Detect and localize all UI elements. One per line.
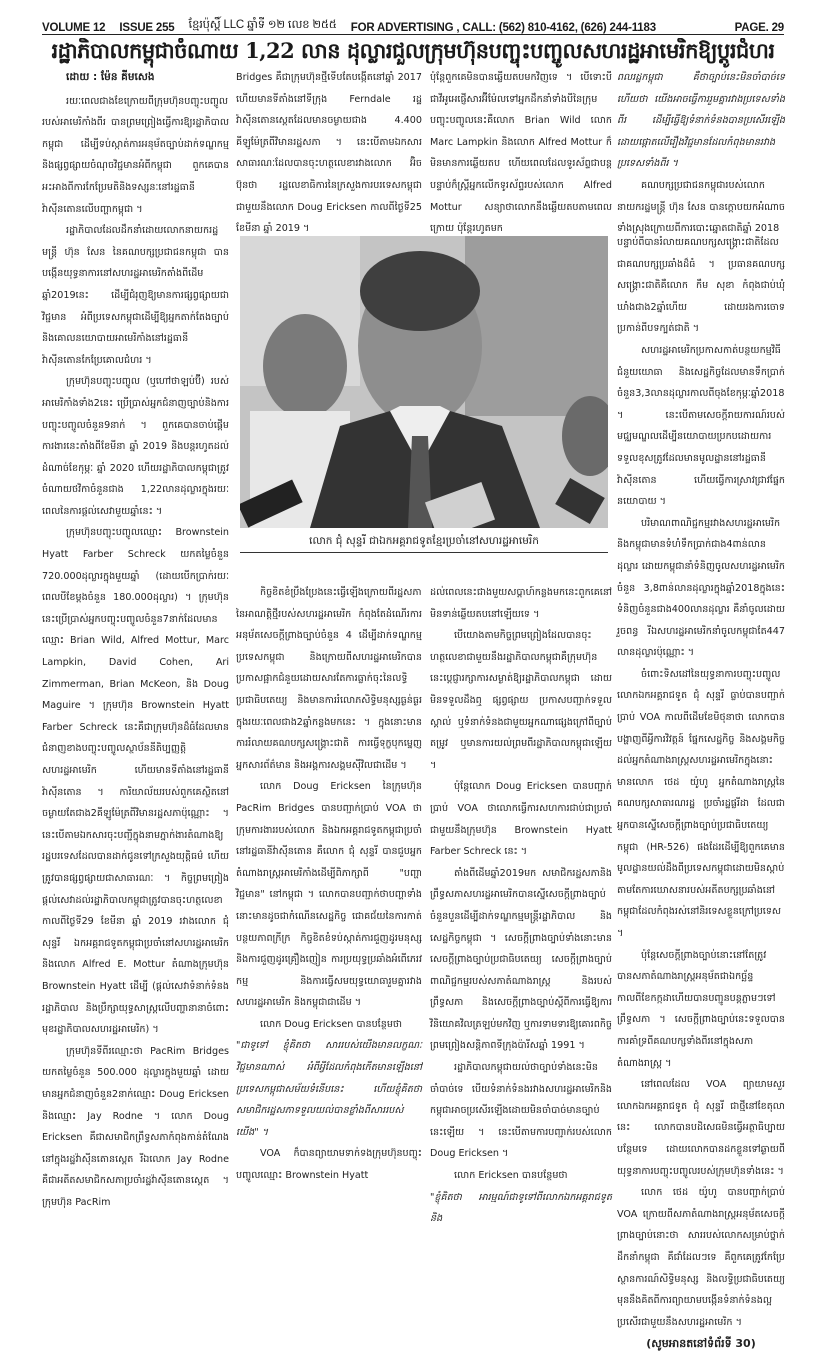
quote-paragraph: "ជាទូទៅ ខ្ញុំគិតថា សាររបស់យើងមានលក្ខណៈវិជ្ជមានណាស់ អំពីអ្វីដែលកំពុងកើតមានឡើងនៅប្រទេសកម្ពុជាសម័យទំនើបនេះ ហើយខ្ញុំគិតថាសមាជិករដ្ឋសភាទទួលយល់បានខ្លាំងពីសាររបស់យើង" ។ [236,1040,422,1138]
publisher-label: ខ្មែរប៉ុស្តិ៍ LLC ឆ្នាំទី ១២ លេខ ២៥៥ [188,19,337,31]
page-number: PAGE. 29 [734,22,784,34]
paragraph: លោក Ericksen បានបន្ថែមថា [454,1170,568,1182]
advertising-contact: FOR ADVERTISING , CALL: (562) 810-4162, (626) 244-1183 [350,22,656,34]
issue-label: ISSUE 255 [119,22,175,34]
paragraph: VOA ក៏បានព្យាយាមទាក់ទងក្រុមហ៊ុនបញ្ចុះបញ្ចូលឈ្មោះ Brownstein Hyatt [236,1148,422,1182]
article-column-2-top [236,67,422,240]
paragraph: Bridges គឺជាក្រុមហ៊ុនថ្មីទើបតែបង្កើតនៅឆ្នាំ 2017 ហើយមានទីតាំងនៅទីក្រុង Ferndale រដ្ឋវ៉ាស៊ីនតោនស្តេតដែលមានចម្ងាយជាង 4.400 គីឡូម៉ែត្រពីវិមានរដ្ឋសភា ។ នេះបើតាមឯកសារសាធារណៈដែលបានចុះហត្ថលេខារវាងលោក អ៊ិច ប៊ុនថា រដ្ឋលេខាធិការនៃក្រសួងការបរទេសកម្ពុជាជាមួយនឹងលោក Doug Ericksen កាលពីថ្ងៃទី25 ខែមីនា ឆ្នាំ 2019 ។ [236,72,422,235]
article-column-4-top [617,67,785,240]
article-column-3-top [430,67,612,240]
article-column-1 [42,67,229,1213]
paragraph: តាំងពីដើមឆ្នាំ2019មក សមាជិករដ្ឋសភានិងព្រឹទ្ធសភាសហរដ្ឋអាមេរិកបានស្នើសេចក្តីព្រាងច្បាប់ចំនួនបួនដើម្បីដាក់ទណ្ឌកម្មមន្ត្រីរដ្ឋាភិបាល និងសេដ្ឋកិច្ចកម្ពុជា ។ សេចក្តីព្រាងច្បាប់ទាំងនោះមាន សេចក្តីព្រាងច្បាប់ប្រជាធិបតេយ្យ សេចក្តីព្រាងច្បាប់ពាណិជ្ជកម្មរបស់សភាតំណាងរាស្ត្រ និងរបស់ព្រឹទ្ធសភា និងសេចក្តីព្រាងច្បាប់ស្តីពីការធ្វើឱ្យការវិនិយោគវិលត្រឡប់មកវិញ ឬការទាមទារឱ្យគោរពកិច្ចព្រមព្រៀងសន្តិភាពទីក្រុងប៉ារីសឆ្នាំ 1991 ។ [430,867,612,1052]
paragraph: ប៉ុន្តែលោក Doug Ericksen បានបញ្ជាក់ប្រាប់ VOA ថាលោកធ្វើការសហការជាប់ជាប្រចាំជាមួយនឹងក្រុមហ៊ុន Brownstein Hyatt Farber Schreck នេះ ។ [430,781,612,858]
paragraph: ក្រុមហ៊ុនទីពីរឈ្មោះថា PacRim Bridges យកតម្លៃចំនួន 500.000 ដុល្លារក្នុងមួយឆ្នាំ ដោយមានអ្នកជំនាញចំនួន2នាក់ឈ្មោះ Doug Ericksen និងឈ្មោះ Jay Rodne ។ លោក Doug Ericksen គឺជាសមាជិកព្រឹទ្ធសភាកំពុងកាន់តំណែងនៅក្នុងរដ្ឋវ៉ាស៊ីនតោនស្តេត រីឯលោក Jay Rodne គឺជាអតីតសមាជិកសភាប្រចាំរដ្ឋវ៉ាស៊ីនតោនស្តេត ។ ក្រុមហ៊ុន PacRim [42,1045,229,1208]
paragraph: រដ្ឋាភិបាលកម្ពុជាយល់ថាច្បាប់ទាំងនេះមិនចាំបាច់ទេ បើយទំនាក់ទំនងរវាងសហរដ្ឋអាមេរិកនិងកម្ពុជាអាចប្រសើរឡើងដោយមិនចាំបាច់មានច្បាប់នេះឡើយ ។ នេះបើតាមការបញ្ជាក់របស់លោក Doug Ericksen ។ [430,1062,612,1160]
paragraph: ក្រុមហ៊ុនបញ្ចុះបញ្ចូលឈ្មោះ Brownstein Hyatt Farber Schreck យកតម្លៃចំនួន 720.000ដុល្លារក្នុងមួយឆ្នាំ (ដោយបើកប្រាក់រយៈពេលបីខែម្តងចំនួន 180.000ដុល្លារ) ។ ក្រុមហ៊ុននេះប្រើប្រាស់អ្នកបញ្ចុះបញ្ចូលចំនួន7នាក់ដែលមានឈ្មោះ Brian Wild, Alfred Mottur, Marc Lampkin, David Cohen, Ari Zimmerman, Brian McKeon, និង Doug Maguire ។ ក្រុមហ៊ុន Brownstein Hyatt Farber Schreck នេះគឺជាក្រុមហ៊ុនដ៏ធំដែលមានជំនាញខាងបញ្ចុះបញ្ចូលស្ថាប័ននីតិប្បញ្ញត្តិសហរដ្ឋអាមេរិក ហើយមានទីតាំងនៅរដ្ឋធានីវ៉ាស៊ីនតោន ។ ការិយាល័យរបស់ពួកគេស្ថិតនៅចម្ងាយតែជាង2គីឡូម៉ែត្រពីវិមានរដ្ឋសភាប៉ុណ្ណោះ ។ នេះបើតាមឯកសារចុះបញ្ជីក្នុងនាមភ្នាក់ងារតំណាងឱ្យរដ្ឋបរទេសដែលបានដាក់ជូនទៅក្រសួងយុត្តិធម៌ ហើយត្រូវបានផ្សព្វផ្សាយជាសាធារណៈ ។ កិច្ចព្រមព្រៀងផ្តល់សេវាដល់រដ្ឋាភិបាលកម្ពុជាត្រូវបានចុះហត្ថលេខាកាលពីថ្ងៃទី29 ខែមីនា ឆ្នាំ 2019 រវាងលោក ជុំ សុន្ទរី ឯកអគ្គរាជទូតកម្ពុជាប្រចាំនៅសហរដ្ឋអាមេរិក និងលោក Alfred E. Mottur តំណាងក្រុមហ៊ុន Brownstein Hyatt ដើម្បី (ផ្តល់សេវាទំនាក់ទំនងរដ្ឋាភិបាល និងប្រឹក្សាយុទ្ធសាស្ត្រលើបញ្ហានានាចំពោះមុខរដ្ឋាភិបាលសហរដ្ឋអាមេរិក) ។ [42,527,229,1036]
paragraph: លោក Doug Ericksen បានបន្ថែមថា [260,1018,403,1030]
paragraph: រដ្ឋាភិបាលដែលដឹកនាំដោយលោកនាយករដ្ឋមន្ត្រី ហ៊ុន សែន នៃគណបក្សប្រជាជនកម្ពុជា បានបង្កើនយុទ្ធនាការនៅសហរដ្ឋអាមេរិកតាំងពីដើមឆ្នាំ2019នេះ ដើម្បីជំរុញឱ្យមានការផ្សព្វផ្សាយជាវិជ្ជមាន អំពីប្រទេសកម្ពុជាដើម្បីឱ្យអ្នកតាក់តែងច្បាប់និងគោលនយោបាយអាមេរិកាំងនៅរដ្ឋធានីវ៉ាស៊ីនតោនកែប្រែគោលជំហរ ។ [42,225,229,366]
paragraph: បើយោងតាមកិច្ចព្រមព្រៀងដែលបានចុះហត្ថលេខាជាមួយនឹងរដ្ឋាភិបាលកម្ពុជាគឺក្រុមហ៊ុននេះប្តេជ្ញារក្សាការសម្ងាត់ឱ្យរដ្ឋាភិបាលកម្ពុជា ដោយមិនទទួលដឹងឮ ផ្សព្វផ្សាយ ប្រកាសបញ្ជាក់ទទួលស្គាល់ ឬទំនាក់ទំនងជាមួយអ្នកណាផ្សេងក្រៅពីច្បាប់តម្រូវ ឬមានការយល់ព្រមពីរដ្ឋាភិបាលកម្ពុជាឡើយ ។ [430,630,612,771]
page-header [42,16,784,35]
article-column-4-bottom [617,232,785,1355]
paragraph: កិច្ចខិតខំប្រឹងប្រែងនេះធ្វើឡើងក្រោយពីរដ្ឋសភានៃអាណត្តិថ្មីរបស់សហរដ្ឋអាមេរិក កំពុងតែដំណើរការអនុម័តសេចក្តីព្រាងច្បាប់ចំនួន 4 ដើម្បីដាក់ទណ្ឌកម្មប្រទេសកម្ពុជា និងក្រោយពីសហរដ្ឋអាមេរិកបានប្រកាសផ្អាកជំនួយដោយសារតែការធ្លាក់ចុះនៃលទ្ធិប្រជាធិបតេយ្យ និងមានការរំលោភសិទ្ធិមនុស្សធ្ងន់ធ្ងរក្នុងរយៈពេលជាង2ឆ្នាំកន្លងមកនេះ ។ ក្នុងនោះមានការរំលាយគណបក្សសង្គ្រោះជាតិ ការធ្វើទុក្ខបុកម្នេញអ្នកសារព័ត៌មាន និងអង្គការសង្គមស៊ីវិលជាដើម ។ [236,587,422,771]
paragraph: ប៉ុន្តែពួកគេមិនបានឆ្លើយតបមកវិញទេ ។ បើទោះបីជាវីអូអេផ្ញើសារអ៊ីម៉ែលទៅអ្នកដឹកនាំទាំងបីនៃក្រុមបញ្ចុះបញ្ចូលនេះគឺលោក Brian Wild លោក Marc Lampkin និងលោក Alfred Mottur ក៏មិនមានការឆ្លើយតប ហើយពេលដែលទូរស័ព្ទជាបន្តបន្ទាប់ក៏ស្ត្រីអ្នកលើកទូរស័ព្ទរបស់លោក Alfred Mottur សន្យាថាលោកនឹងឆ្លើយតបតាមពេលក្រោយ ប៉ុន្តែរហូតមក [430,72,612,235]
paragraph: ដល់ពេលនេះជាងមួយសប្តាហ៍កន្លងមកនេះពួកគេនៅមិនទាន់ឆ្លើយតបនៅឡើយទេ ។ [430,587,612,620]
continued-on-page: (សូមអានតនៅទំព័រទី 30) [646,1337,756,1351]
paragraph: ក្រុមហ៊ុនបញ្ចុះបញ្ចូល (ឬហៅថាឡប់ប៊ី) របស់អាមេរិកាំងទាំង2នេះ ប្រើប្រាស់អ្នកជំនាញច្បាប់និងការបញ្ចុះបញ្ចូលចំនួន9នាក់ ។ ពួកគេបានចាប់ផ្តើមការងារនេះតាំងពីខែមីនា ឆ្នាំ 2019 និងបន្តរហូតដល់ដំណាច់ខែកុម្ភៈ ឆ្នាំ 2020 ហើយរដ្ឋាភិបាលកម្ពុជាត្រូវចំណាយថវិកាចំនួនជាង 1,22លានដុល្លារក្នុងរយៈពេលនៃការផ្តល់សេវាមួយឆ្នាំនេះ ។ [42,376,229,517]
article-headline: រដ្ឋាភិបាលកម្ពុជាចំណាយ 1,22 លាន ដុល្លារជួលក្រុមហ៊ុនបញ្ចុះបញ្ចូលសហរដ្ឋអាមេរិកឱ្យប្តូរជំហរ [51,38,775,63]
quote-paragraph: "ខ្ញុំគិតថា អារម្មណ៍ជាទូទៅពីលោកឯកអគ្គរាជទូត និង [430,1191,612,1225]
article-column-3-bottom [430,582,612,1230]
paragraph: លោក Doug Ericksen នៃក្រុមហ៊ុន PacRim Bridges បានបញ្ជាក់ប្រាប់ VOA ថា ក្រុមការងាររបស់លោក និងឯកអគ្គរាជទូតកម្ពុជាប្រចាំនៅរដ្ឋធានីវ៉ាស៊ីនតោន គឺលោក ជុំ សុន្ទរី បានជួបអ្នកតំណាងរាស្ត្រអាមេរិកាំងដើម្បីពិភាក្សាពី "បញ្ហាវិជ្ជមាន" នៅកម្ពុជា ។ លោកបានបញ្ជាក់ថាបញ្ហាទាំងនោះមានដូចជាកំណើនសេដ្ឋកិច្ច ជោគជ័យនៃការកាត់បន្ថយភាពក្រីក្រ កិច្ចខិតខំទប់ស្កាត់ការជួញដូរមនុស្ស និងការជួញដូរគ្រឿងញៀន ការប្រយុទ្ធប្រឆាំងអំពើភេរវកម្ម និងការធ្វើសមយុទ្ធយោធារួមគ្នារវាងសហរដ្ឋអាមេរិក និងកម្ពុជាជាដើម ។ [236,781,422,1009]
byline: ដោយ : ម៉ែន គីមសេង [66,71,155,83]
paragraph: សហរដ្ឋអាមេរិកប្រកាសកាត់បន្ថយកម្មវិធីជំនួយយោធា និងសេដ្ឋកិច្ចដែលមានទឹកប្រាក់ចំនួន3,3លានដុល្លារកាលពីចុងខែកុម្ភៈឆ្នាំ2018 ។ នេះបើតាមសេចក្តីរាយការណ៍របស់មជ្ឈមណ្ឌលដើម្បីនយោបាយប្រកបដោយការទទួលខុសត្រូវដែលមានមូលដ្ឋាននៅរដ្ឋធានីវ៉ាស៊ីនតោន ហើយធ្វើការស្រាវជ្រាវផ្នែកនយោបាយ ។ [617,344,785,508]
photo-caption: លោក ជុំ សុន្ទរី ជាឯកអគ្គរាជទូតខ្មែរប្រចាំនៅសហរដ្ឋអាមេរិក [240,530,608,553]
paragraph: នៅពេលដែល VOA ព្យាយាមសួរលោកឯកអគ្គរាជទូត ជុំ សុន្ទរី ជាថ្មីនៅខែតុលានេះ លោកបានបដិសេធមិនធ្វើអត្ថាធិប្បាយបន្ថែមទេ ដោយលោកបានដកខ្លួនទៅឆ្ងាយពីយុទ្ធនាការបញ្ចុះបញ្ចូលរបស់ក្រុមហ៊ុនទាំងនេះ ។ [617,1079,785,1177]
quote-paragraph: ពលរដ្ឋកម្ពុជា គឺថាច្បាប់នេះមិនចាំបាច់ទេ ហើយថា យើងអាចធ្វើការរួមគ្នារវាងប្រទេសទាំងពីរ ដើម្បីធ្វើឱ្យទំនាក់ទំនងបានប្រសើរឡើង ដោយផ្តោតលើរឿងវិជ្ជមានដែលកំពុងមានរវាងប្រទេសទាំងពីរ ។ [617,72,785,170]
paragraph: លោក ថេដ យ៉ូហូ បានបញ្ជាក់ប្រាប់ VOA ក្រោយពីសភាតំណាងរាស្ត្រអនុម័តសេចក្តីព្រាងច្បាប់នោះថា សាររបស់លោកសម្រាប់ថ្នាក់ដឹកនាំកម្ពុជា គឺជាំដែលៗទេ គឺពួកគេត្រូវកែប្រែស្ថានការណ៍សិទ្ធិមនុស្ស និងលទ្ធិប្រជាធិបតេយ្យមុននឹងគិតពីការព្យាយាមបង្កើនទំនាក់ទំនងល្អប្រសើរជាមួយនឹងសហរដ្ឋអាមេរិក ។ [617,1187,785,1328]
article-photo [240,236,608,528]
paragraph: ចំពោះទិសដៅនៃយុទ្ធនាការបញ្ចុះបញ្ចូល លោកឯកអគ្គរាជទូត ជុំ សុន្ទរី ធ្លាប់បានបញ្ជាក់ប្រាប់ VOA កាលពីដើមខែមិថុនាថា លោកបានបង្ហាញពីអ្វីការវិវត្តន៍ ផ្នែកសេដ្ឋកិច្ច និងសង្គមកិច្ចដល់អ្នកតំណាងរាស្ត្រសហរដ្ឋអាមេរិកក្នុងនោះមានលោក ថេដ យ៉ូហូ អ្នកតំណាងរាស្ត្រនៃគណបក្សសាធារណរដ្ឋ ប្រចាំរដ្ឋផ្លរីដា ដែលជាអ្នកបានស្នើសេចក្តីព្រាងច្បាប់ប្រជាធិបតេយ្យកម្ពុជា (HR-526) ផងដែរដើម្បីឱ្យពួកគេមានមូលដ្ឋានយល់ដឹងពីប្រទេសកម្ពុជាដោយមិនស្តាប់តាមតែការឃោសនារបស់អតីតបក្សប្រឆាំងនៅកម្ពុជាដែលកំពុងរស់នៅនិរទេសខ្លួនក្រៅប្រទេស ។ [617,668,785,939]
paragraph: គណបក្សប្រជាជនកម្ពុជារបស់លោកនាយករដ្ឋមន្ត្រី ហ៊ុន សែន បានក្តោបយកអំណាចទាំងស្រុងក្រោយពីការបោះឆ្នោតជាតិឆ្នាំ 2018 [617,179,785,235]
article-column-2-bottom [236,582,422,1187]
volume-label: VOLUME 12 [42,22,106,34]
paragraph: ប៉ុន្តែសេចក្តីព្រាងច្បាប់នោះនៅតែត្រូវបានសភាតំណាងរាស្ត្រអនុម័តជាឯកច្ឆ័ន្ទ កាលពីខែកក្កដាហើយបានបញ្ជូនបន្តភ្លាមៗទៅព្រឹទ្ធសភា ។ សេចក្តីព្រាងច្បាប់នេះទទួលបានការគាំទ្រពីគណបក្សទាំងពីរនៅក្នុងសភាតំណាងរាស្ត្រ ។ [617,949,785,1069]
paragraph: បន្ទាប់ពីបានរំលាយគណបក្សសង្គ្រោះជាតិដែលជាគណបក្សប្រឆាំងដ៏ធំ ។ ប្រធានគណបក្សសង្គ្រោះជាតិគឺលោក កឹម សុខា កំពុងជាប់ឃុំឃាំងជាង2ឆ្នាំហើយ ដោយរងការចោទប្រកាន់ពីបទក្បត់ជាតិ ។ [617,237,785,335]
paragraph: រយៈពេលជាងខែក្រោយពីក្រុមហ៊ុនបញ្ចុះបញ្ចូលរបស់អាមេរិកាំងពីរ បានព្រមព្រៀងធ្វើការឱ្យរដ្ឋាភិបាលកម្ពុជា ដើម្បីទប់ស្កាត់ការអនុម័តច្បាប់ដាក់ទណ្ឌកម្ម និងផ្សព្វផ្សាយចំណុចវិជ្ជមានអំពីកម្ពុជា ពួកគេបានអះអាងពីការកែប្រែមតិនិងទស្សនៈនៅរដ្ឋធានីវ៉ាស៊ីនតោនលើបញ្ហាកម្ពុជា ។ [42,95,229,215]
photo-image [240,236,608,528]
paragraph: បរិមាណពាណិជ្ជកម្មរវាងសហរដ្ឋអាមេរិក និងកម្ពុជាមានទំហំទឹកប្រាក់ជាង4ពាន់លានដុល្លារ ដោយកម្ពុជានាំទំនិញចូលសហរដ្ឋអាមេរិកចំនួន 3,8ពាន់លានដុល្លារក្នុងឆ្នាំ2018ក្នុងនេះ ទំនិញចំនួនជាង400លានដុល្លារ គឺនាំចូលដោយរួចពន្ធ រីឯសហរដ្ឋអាមេរិកនាំចូលកម្ពុជាតែ447 លានដុល្លារប៉ុណ្ណោះ ។ [617,517,785,659]
